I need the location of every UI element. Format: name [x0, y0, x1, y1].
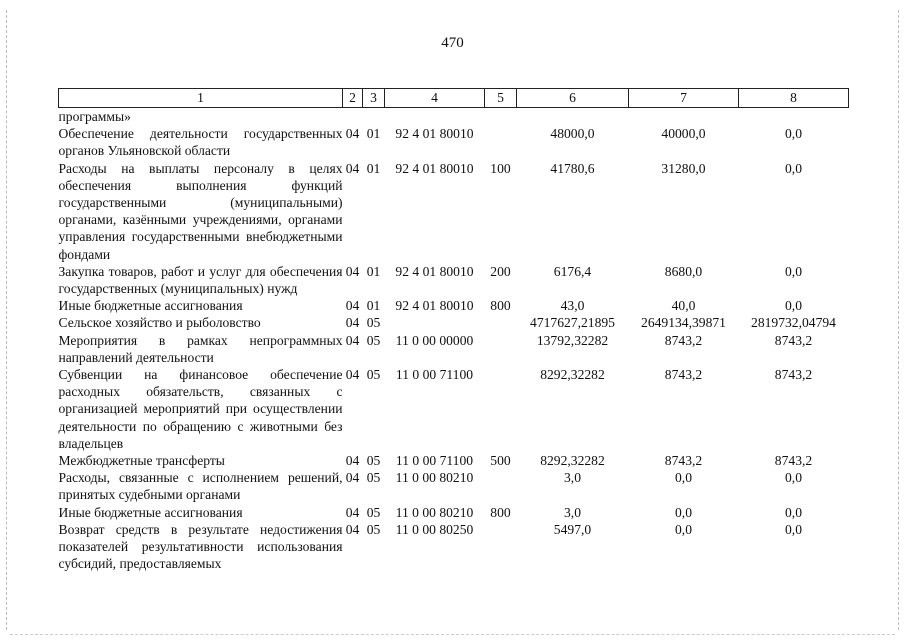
row-amount-col7: 0,0	[675, 504, 692, 520]
table-row	[59, 263, 849, 297]
row-name: Субвенции на финансовое обеспечение расходных обязательств, связанных с организацией мероприятий при осуществлении деятельности по обращению с животными без владельцев	[58, 367, 343, 451]
col-header-6: 6	[517, 89, 629, 108]
row-amount-col8: 8743,2	[774, 367, 813, 383]
table-row	[59, 366, 849, 452]
row-subsection: 05	[366, 332, 381, 348]
col-header-7: 7	[629, 89, 739, 108]
table-row	[59, 504, 849, 521]
table-row	[59, 314, 849, 331]
row-amount-col7: 8680,0	[664, 263, 703, 279]
row-expense-type: 500	[490, 453, 511, 469]
row-amount-col6: 3,0	[564, 504, 581, 520]
row-amount-col7: 0,0	[675, 470, 692, 486]
row-amount-col8: 0,0	[785, 263, 802, 279]
row-expense-type: 100	[490, 160, 511, 176]
row-amount-col6: 8292,32282	[540, 453, 605, 469]
row-section: 04	[345, 298, 360, 314]
row-subsection: 05	[366, 315, 381, 331]
row-section: 04	[345, 521, 360, 537]
row-section	[343, 108, 363, 126]
table-row	[59, 332, 849, 366]
row-subsection	[363, 108, 385, 126]
row-subsection: 05	[366, 453, 381, 469]
row-amount-col7: 0,0	[675, 521, 692, 537]
row-amount-col6: 5497,0	[553, 521, 592, 537]
row-target-article	[385, 108, 485, 126]
row-expense-type: 800	[490, 504, 511, 520]
row-name: программы»	[58, 109, 131, 124]
row-amount-col7: 8743,2	[664, 367, 703, 383]
row-amount-col8: 8743,2	[774, 453, 813, 469]
row-amount-col7	[629, 108, 739, 126]
table-row	[59, 469, 849, 503]
row-amount-col8: 8743,2	[774, 332, 813, 348]
row-amount-col8: 0,0	[785, 521, 802, 537]
row-name: Мероприятия в рамках непрограммных направлений деятельности	[58, 332, 343, 365]
table-row	[59, 125, 849, 159]
row-name: Иные бюджетные ассигнования	[58, 504, 243, 520]
row-name: Сельское хозяйство и рыболовство	[58, 315, 261, 331]
row-amount-col7: 31280,0	[661, 160, 706, 176]
row-amount-col7: 40000,0	[661, 126, 706, 142]
row-expense-type	[485, 108, 517, 126]
row-section: 04	[345, 332, 360, 348]
row-amount-col6	[517, 108, 629, 126]
row-amount-col6: 3,0	[564, 470, 581, 486]
row-target-article: 11 0 00 80210	[395, 470, 474, 486]
table-row	[59, 452, 849, 469]
row-amount-col8: 0,0	[785, 504, 802, 520]
row-amount-col8: 0,0	[785, 160, 802, 176]
table-header-row	[59, 89, 849, 108]
row-expense-type: 200	[490, 263, 511, 279]
row-expense-type	[485, 366, 517, 452]
row-name: Расходы на выплаты персоналу в целях обеспечения выполнения функций государственными (муниципальными) органами, казёнными учреждениями, органами управления государственными внебюджетными фондами	[58, 160, 343, 262]
row-subsection: 01	[366, 298, 381, 314]
table-row	[59, 297, 849, 314]
row-expense-type: 800	[490, 298, 511, 314]
row-name: Обеспечение деятельности государственных органов Ульяновской области	[58, 126, 343, 159]
row-subsection: 05	[366, 504, 381, 520]
row-amount-col7: 40,0	[671, 298, 696, 314]
row-amount-col8: 0,0	[785, 470, 802, 486]
row-subsection: 05	[366, 367, 381, 383]
row-section: 04	[345, 315, 360, 331]
row-name: Закупка товаров, работ и услуг для обеспечения государственных (муниципальных) нужд	[58, 263, 343, 297]
table-row	[59, 108, 849, 126]
row-amount-col8: 2819732,04794	[751, 315, 836, 331]
row-target-article: 92 4 01 80010	[395, 160, 474, 176]
page-edge-left	[6, 10, 7, 630]
row-section: 04	[345, 263, 360, 279]
row-target-article: 11 0 00 80250	[395, 521, 474, 537]
col-header-8: 8	[739, 89, 849, 108]
row-amount-col6: 6176,4	[553, 263, 592, 279]
budget-table	[58, 88, 849, 572]
table-row	[59, 160, 849, 263]
row-amount-col6: 48000,0	[550, 126, 595, 142]
row-target-article: 92 4 01 80010	[395, 263, 474, 279]
row-name: Расходы, связанные с исполнением решений, принятых судебными органами	[58, 470, 343, 503]
row-section: 04	[345, 470, 360, 486]
row-subsection: 01	[366, 160, 381, 176]
row-section: 04	[345, 160, 360, 176]
row-amount-col6: 43,0	[560, 298, 585, 314]
row-target-article: 11 0 00 71100	[395, 367, 474, 383]
table-body	[59, 108, 849, 573]
row-amount-col6: 8292,32282	[540, 367, 605, 383]
row-expense-type	[485, 125, 517, 159]
row-section: 04	[345, 367, 360, 383]
row-amount-col6: 41780,6	[550, 160, 595, 176]
row-amount-col8: 0,0	[785, 126, 802, 142]
row-amount-col7: 8743,2	[664, 453, 703, 469]
row-subsection: 01	[366, 126, 381, 142]
row-expense-type	[485, 469, 517, 503]
col-header-4: 4	[385, 89, 485, 108]
row-amount-col6: 13792,32282	[536, 332, 609, 348]
col-header-5: 5	[485, 89, 517, 108]
row-subsection: 05	[366, 521, 381, 537]
row-amount-col7: 2649134,39871	[641, 315, 726, 331]
row-amount-col7: 8743,2	[664, 332, 703, 348]
row-amount-col8: 0,0	[785, 298, 802, 314]
row-target-article: 11 0 00 71100	[395, 453, 474, 469]
page-edge-bottom	[10, 634, 895, 635]
page-number: 470	[441, 35, 464, 51]
col-header-2: 2	[343, 89, 363, 108]
col-header-1: 1	[59, 89, 343, 108]
col-header-3: 3	[363, 89, 385, 108]
row-section: 04	[345, 126, 360, 142]
row-amount-col8	[739, 108, 849, 126]
row-amount-col6: 4717627,21895	[530, 315, 615, 331]
row-expense-type	[485, 521, 517, 573]
table-row	[59, 521, 849, 573]
row-expense-type	[485, 314, 517, 331]
row-target-article: 92 4 01 80010	[395, 298, 474, 314]
row-name: Иные бюджетные ассигнования	[58, 298, 243, 314]
row-target-article: 92 4 01 80010	[395, 126, 474, 142]
row-expense-type	[485, 332, 517, 366]
row-section: 04	[345, 453, 360, 469]
page-edge-right	[898, 10, 899, 630]
row-target-article: 11 0 00 80210	[395, 504, 474, 520]
row-name: Межбюджетные трансферты	[58, 453, 225, 469]
row-subsection: 05	[366, 470, 381, 486]
row-target-article: 11 0 00 00000	[395, 332, 474, 348]
row-name: Возврат средств в результате недостижения показателей результативности использования субсидий, предоставляемых	[58, 521, 343, 572]
row-target-article	[385, 314, 485, 331]
row-subsection: 01	[366, 263, 381, 279]
row-section: 04	[345, 504, 360, 520]
